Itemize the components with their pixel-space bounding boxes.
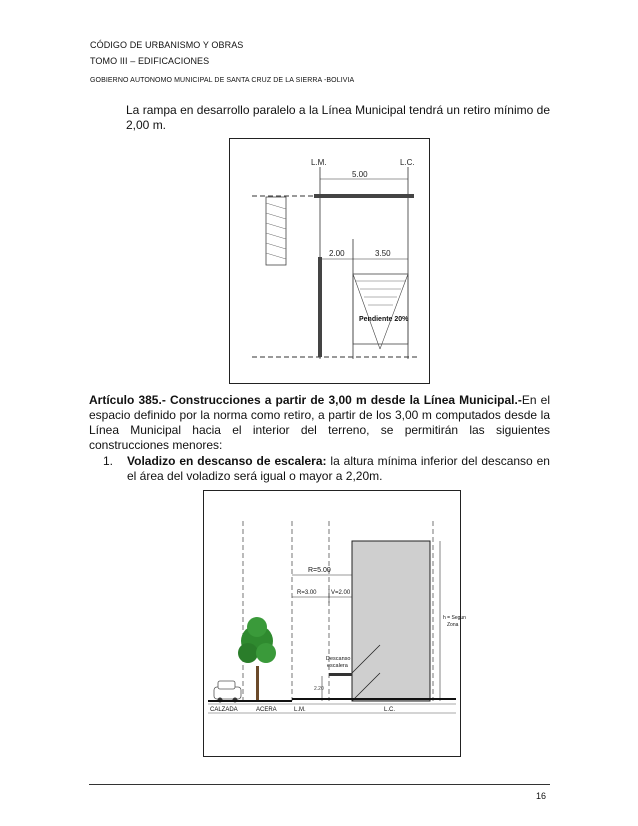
header-government: GOBIERNO AUTONOMO MUNICIPAL DE SANTA CRUZ DE LA SIERRA -BOLIVIA <box>90 77 355 84</box>
articulo-title: Artículo 385.- Construcciones a partir de 3,00 m desde la Línea Municipal.- <box>89 393 522 407</box>
dim-top-label: 5.00 <box>352 170 368 179</box>
h-label-1: h = Segun <box>443 615 466 621</box>
rampa-paragraph: La rampa en desarrollo paralelo a la Línea Municipal tendrá un retiro mínimo de 2,00 m. <box>126 103 550 132</box>
ramp-plan-figure <box>229 138 430 384</box>
lm-label: L.M. <box>311 158 327 167</box>
r-total-label: R=5.00 <box>308 567 331 574</box>
calzada-label: CALZADA <box>210 707 238 713</box>
articulo-385-paragraph <box>89 393 550 453</box>
page-number: 16 <box>536 791 547 801</box>
dim-a-label: 2.00 <box>329 249 345 258</box>
pendiente-label: Pendiente 20% <box>359 316 409 323</box>
r-part-label: R=3.00 <box>297 590 317 596</box>
lm-label-2: L.M. <box>294 707 306 713</box>
list-item-body: la altura mínima inferior del descanso en el área del voladizo será igual o mayor a 2,20m. <box>127 454 550 483</box>
acera-label: ACERA <box>256 707 277 713</box>
list-item-title: Voladizo en descanso de escalera: <box>127 454 327 468</box>
articulo-text: En el espacio definido por la norma como retiro, a partir de los 3,00 m computados desde la Línea Municipal hacia el interior del terreno, se permitirán las siguientes construcciones menores: <box>89 393 550 452</box>
lc-label: L.C. <box>400 158 415 167</box>
lc-label-2: L.C. <box>384 707 396 713</box>
elevation-figure <box>203 490 466 757</box>
height-label: 2.20 <box>314 686 324 692</box>
descanso-label-1: Descanso <box>326 656 351 662</box>
h-label-2: Zona <box>447 622 459 628</box>
list-item-text <box>127 454 550 484</box>
header-tomo: TOMO III – EDIFICACIONES <box>90 56 210 66</box>
list-item-number: 1. <box>103 454 114 468</box>
header-code-title: CÓDIGO DE URBANISMO Y OBRAS <box>90 40 244 50</box>
v-part-label: V=2.00 <box>331 590 351 596</box>
descanso-label-2: escalera <box>327 663 348 669</box>
dim-b-label: 3.50 <box>375 249 391 258</box>
footer-rule <box>89 784 550 785</box>
